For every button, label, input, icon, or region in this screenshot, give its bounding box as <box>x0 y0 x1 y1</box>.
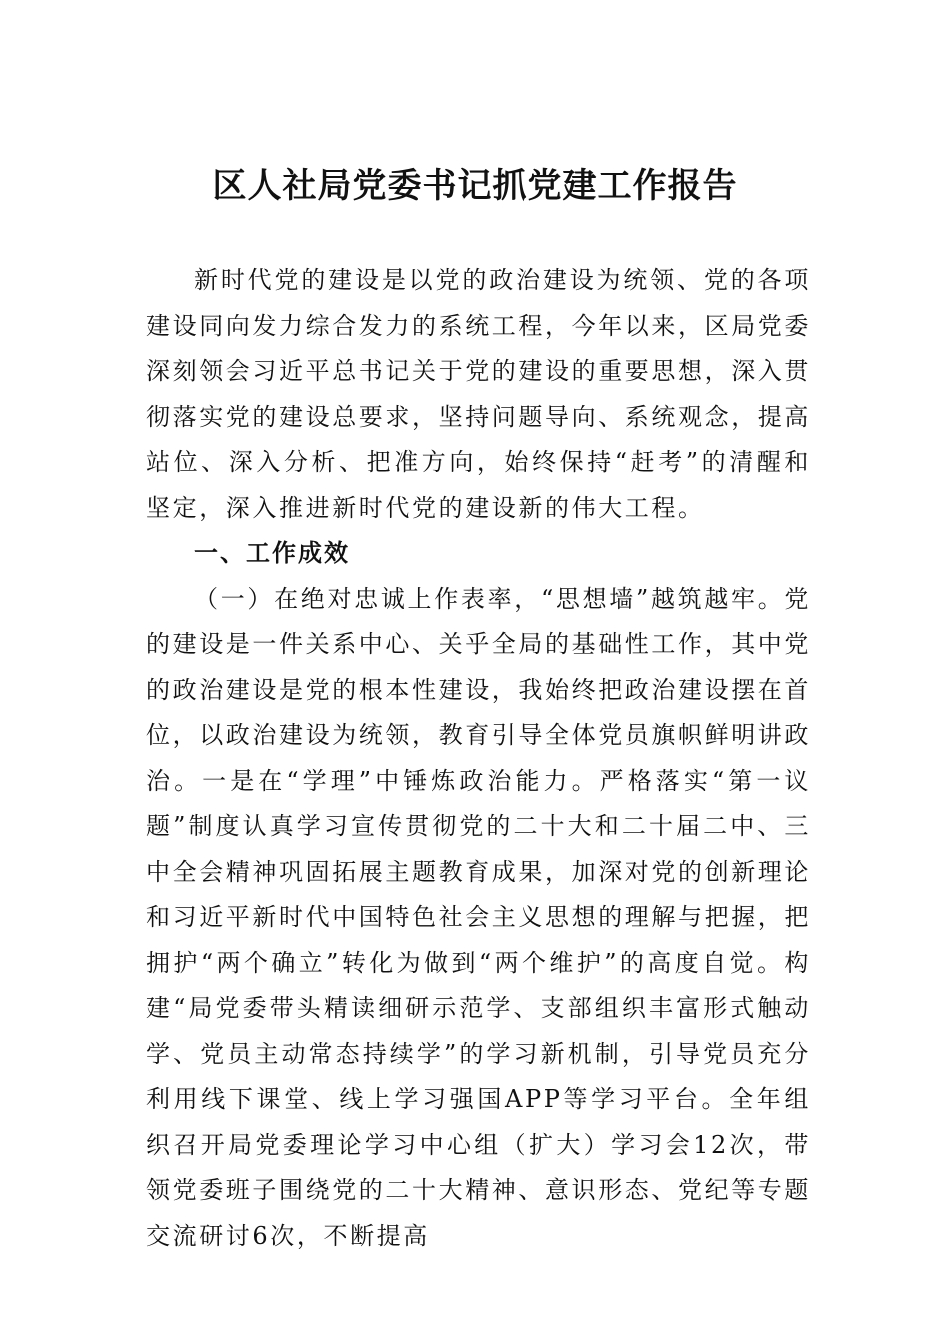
section-heading-work-results: 一、工作成效 <box>194 539 350 567</box>
document-body <box>146 258 811 1259</box>
document-title: 区人社局党委书记抓党建工作报告 <box>212 166 738 206</box>
section-1-paragraph-1: （一）在绝对忠诚上作表率，“思想墙”越筑越牢。党的建设是一件关系中心、关乎全局的基础性工作，其中党的政治建设是党的根本性建设，我始终把政治建设摆在首位，以政治建设为统领，教育引导全体党员旗帜鲜明讲政治。一是在“学理”中锤炼政治能力。严格落实“第一议题”制度认真学习宣传贯彻党的二十大和二十届二中、三中全会精神巩固拓展主题教育成果，加深对党的创新理论和习近平新时代中国特色社会主义思想的理解与把握，把拥护“两个确立”转化为做到“两个维护”的高度自觉。构建“局党委带头精读细研示范学、支部组织丰富形式触动学、党员主动常态持续学”的学习新机制，引导党员充分利用线下课堂、线上学习强国APP等学习平台。全年组织召开局党委理论学习中心组（扩大）学习会12次，带领党委班子围绕党的二十大精神、意识形态、党纪等专题交流研讨6次，不断提高 <box>146 584 811 1250</box>
intro-paragraph: 新时代党的建设是以党的政治建设为统领、党的各项建设同向发力综合发力的系统工程，今年以来，区局党委深刻领会习近平总书记关于党的建设的重要思想，深入贯彻落实党的建设总要求，坚持问题导向、系统观念，提高站位、深入分析、把准方向，始终保持“赶考”的清醒和坚定，深入推进新时代党的建设新的伟大工程。 <box>146 266 811 522</box>
